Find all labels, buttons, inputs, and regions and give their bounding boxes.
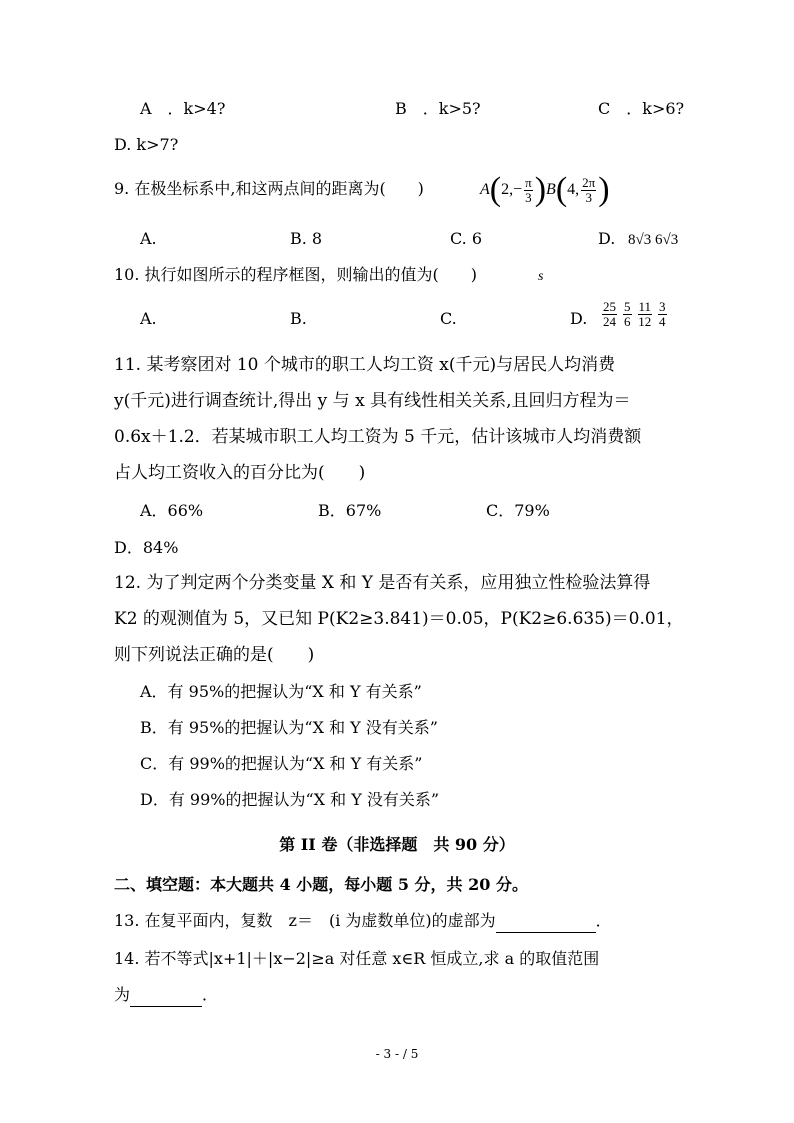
q10-frac-1-num: 25 xyxy=(603,299,616,314)
q10-stem: 10. 执行如图所示的程序框图，则输出的值为( ) xyxy=(114,265,478,284)
q10-frac-4-num: 3 xyxy=(659,299,666,314)
q13-line xyxy=(114,910,612,933)
q13-answer-blank[interactable] xyxy=(496,910,596,933)
q11-line-2: y(千元)进行调查统计,得出 y 与 x 具有线性相关关系,且回归方程为＝ xyxy=(114,391,631,411)
q9-point-b-label: B xyxy=(546,181,556,198)
section-2-title: 第 II 卷（非选择题 共 90 分） xyxy=(279,835,515,854)
q10-option-d: D. xyxy=(570,309,588,328)
q10-option-c: C. xyxy=(440,309,457,328)
q12-option-b: B．有 95%的把握认为“X 和 Y 没有关系” xyxy=(140,718,438,737)
q9-points xyxy=(480,170,610,210)
q9-point-b-frac xyxy=(581,176,596,205)
q12-line-3: 则下列说法正确的是( ) xyxy=(114,645,315,665)
q13-end: ． xyxy=(595,911,612,930)
q10-frac-4 xyxy=(658,300,667,329)
q10-var: s xyxy=(538,269,544,284)
q9-paren-open: ( xyxy=(489,171,502,208)
q10-frac-1-den: 24 xyxy=(603,314,616,329)
q11-option-c: C．79% xyxy=(486,501,550,520)
q9-paren-open-b: ( xyxy=(555,171,568,208)
q9-point-a-x: 2,− xyxy=(501,181,523,198)
q9-option-c: C. 6 xyxy=(450,229,483,248)
q9-point-a-label: A xyxy=(480,181,490,198)
q10-frac-2-num: 5 xyxy=(624,299,631,314)
q9-option-d-math: 8√3 6√3 xyxy=(628,232,679,248)
q10-option-a: A. xyxy=(140,309,157,328)
q10-frac-3-num: 11 xyxy=(638,299,652,314)
q9-point-a-frac-den: 3 xyxy=(525,189,532,205)
q10-fractions xyxy=(600,300,669,329)
q12-option-d: D．有 99%的把握认为“X 和 Y 没有关系” xyxy=(140,790,440,809)
q11-line-4: 占人均工资收入的百分比为( ) xyxy=(114,463,366,483)
q12-option-c: C．有 99%的把握认为“X 和 Y 有关系” xyxy=(140,754,423,773)
page-number: - 3 - / 5 xyxy=(375,1047,419,1061)
q11-line-1: 11. 某考察团对 10 个城市的职工人均工资 x(千元)与居民人均消费 xyxy=(114,355,616,375)
q9-stem: 9. 在极坐标系中,和这两点间的距离为( ) xyxy=(114,179,424,198)
q11-option-b: B．67% xyxy=(318,501,382,520)
q10-frac-1 xyxy=(602,300,617,329)
q14-answer-blank[interactable] xyxy=(130,984,202,1007)
q10-option-b: B. xyxy=(290,309,307,328)
q10-frac-3 xyxy=(638,300,653,329)
q8-option-a: A ．k>4? xyxy=(140,99,226,118)
q10-frac-4-den: 4 xyxy=(659,314,666,329)
q11-option-a: A．66% xyxy=(140,501,204,520)
section-2-heading: 二、填空题：本大题共 4 小题，每小题 5 分，共 20 分。 xyxy=(114,875,528,894)
q10-frac-2 xyxy=(623,300,632,329)
q14-end: ． xyxy=(202,985,219,1004)
q11-option-d: D．84% xyxy=(114,538,179,557)
q9-option-d: D. xyxy=(598,229,616,248)
q9-point-b-frac-num: 2π xyxy=(582,174,596,190)
q10-frac-3-den: 12 xyxy=(638,314,652,329)
q9-paren-close-b: ) xyxy=(598,171,610,208)
q8-option-c: C ．k>6? xyxy=(598,99,685,118)
q9-option-a: A. xyxy=(140,229,157,248)
q12-line-1: 12. 为了判定两个分类变量 X 和 Y 是否有关系，应用独立性检验法算得 xyxy=(114,573,651,593)
q12-line-2: K2 的观测值为 5，又已知 P(K2≥3.841)＝0.05，P(K2≥6.635)＝0.01， xyxy=(114,609,684,629)
q14-line-1: 14. 若不等式|x+1|＋|x−2|≥a 对任意 x∈R 恒成立,求 a 的取值范围 xyxy=(114,949,600,968)
q14-line-2-wrap xyxy=(114,984,218,1007)
q10-frac-2-den: 6 xyxy=(624,314,631,329)
q9-point-a-frac xyxy=(524,176,533,205)
q9-point-b-x: 4, xyxy=(567,181,580,198)
q8-option-b: B ．k>5? xyxy=(395,99,481,118)
q8-option-d: D. k>7? xyxy=(114,135,179,154)
q14-line-2: 为 xyxy=(114,985,131,1004)
q13-text: 13. 在复平面内，复数 z＝ (i 为虚数单位)的虚部为 xyxy=(114,911,496,930)
q9-point-b-frac-den: 3 xyxy=(585,189,592,205)
q12-option-a: A．有 95%的把握认为“X 和 Y 有关系” xyxy=(140,682,422,701)
q11-line-3: 0.6x＋1.2．若某城市职工人均工资为 5 千元，估计该城市人均消费额 xyxy=(114,427,642,447)
q9-option-b: B. 8 xyxy=(290,229,323,248)
q9-paren-close: ) xyxy=(534,171,547,208)
q9-point-a-frac-num: π xyxy=(525,174,532,190)
